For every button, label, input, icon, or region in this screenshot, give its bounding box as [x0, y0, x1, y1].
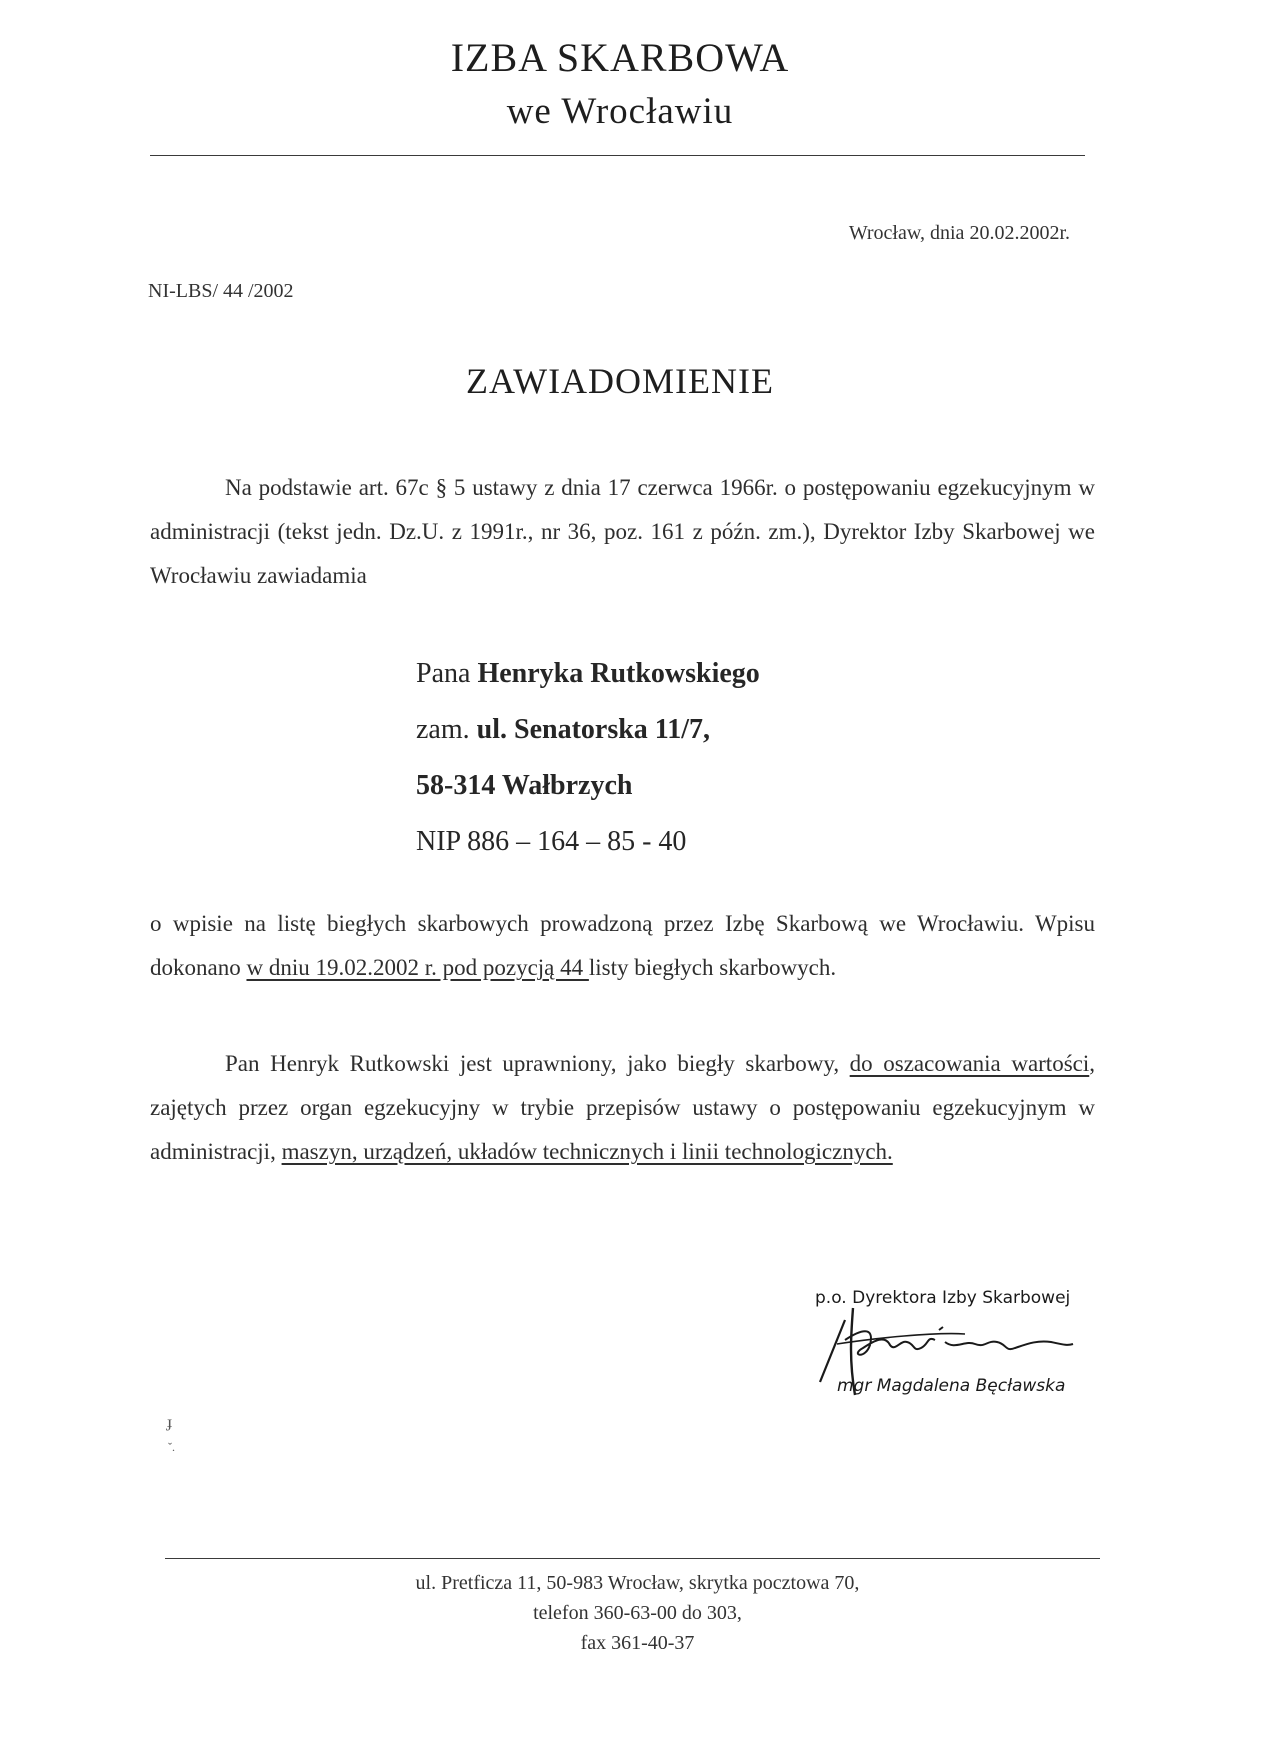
addressee-postal-city: 58-314 Wałbrzych — [416, 770, 633, 801]
footer-divider — [165, 1558, 1100, 1559]
scan-speck-icon: ˇ. — [168, 1440, 175, 1454]
paragraph-legal-basis-text: Na podstawie art. 67c § 5 ustawy z dnia 17 czerwca 1966r. o postępowaniu egzekucyjnym w administracji (tekst jedn. Dz.U. z 1991r., nr 36, poz. 161 z późn. zm.), Dyrektor Izby Skarbowej we Wrocławiu zawiadamia — [150, 475, 1095, 588]
authorization-assets: maszyn, urządzeń, układów technicznych i linii technologicznych. — [281, 1139, 893, 1164]
addressee-nip-line — [416, 814, 760, 870]
paragraph-registration-text: o wpisie na listę biegłych skarbowych prowadzoną przez Izbę Skarbową we Wrocławiu. Wpisu dokonano — [150, 911, 1095, 980]
signatory-title: p.o. Dyrektora Izby Skarbowej — [815, 1288, 1071, 1308]
addressee-name: Henryka Rutkowskiego — [477, 658, 760, 689]
paragraph-legal-basis — [150, 466, 1095, 598]
paragraph-registration — [150, 902, 1095, 990]
place-and-date: Wrocław, dnia 20.02.2002r. — [848, 222, 1070, 244]
signatory-name: mgr Magdalena Bęcławska — [837, 1376, 1066, 1396]
institution-city: we Wrocławiu — [506, 91, 734, 132]
nip-value: 886 – 164 – 85 - 40 — [467, 826, 687, 857]
footer-contact — [0, 1568, 1275, 1658]
paragraph-authorization-text: Pan Henryk Rutkowski jest uprawniony, jako biegły skarbowy, — [225, 1051, 850, 1076]
signature-block — [815, 1288, 1115, 1418]
reference-number: NI-LBS/ 44 /2002 — [148, 280, 294, 302]
paragraph-authorization-middle: , zajętych przez organ egzekucyjny w trybie przepisów ustawy o postępowaniu egzekucyjnym w administracji, — [150, 1051, 1095, 1164]
nip-label: NIP — [416, 826, 461, 857]
footer-fax: fax 361-40-37 — [580, 1632, 695, 1654]
header-divider — [150, 155, 1085, 156]
footer-address: ul. Pretficza 11, 50-983 Wrocław, skrytka pocztowa 70, — [415, 1572, 860, 1594]
scan-speck-icon: ɟ — [167, 1414, 173, 1431]
authorization-scope: do oszacowania wartości — [849, 1051, 1090, 1076]
institution-name: IZBA SKARBOWA — [450, 35, 790, 80]
footer-phone: telefon 360-63-00 do 303, — [533, 1602, 742, 1624]
registration-date-position: w dniu 19.02.2002 r. pod pozycją 44 — [246, 955, 589, 980]
addressee-street-line — [416, 702, 760, 758]
address-prefix: zam. — [416, 714, 470, 745]
addressee-block — [416, 646, 760, 870]
addressee-street: ul. Senatorska 11/7, — [476, 714, 711, 745]
addressee-salutation: Pana — [416, 658, 471, 689]
paragraph-authorization — [150, 1042, 1095, 1174]
addressee-name-line — [416, 646, 760, 702]
document-title: ZAWIADOMIENIE — [465, 361, 775, 401]
paragraph-registration-end: listy biegłych skarbowych. — [588, 955, 837, 980]
